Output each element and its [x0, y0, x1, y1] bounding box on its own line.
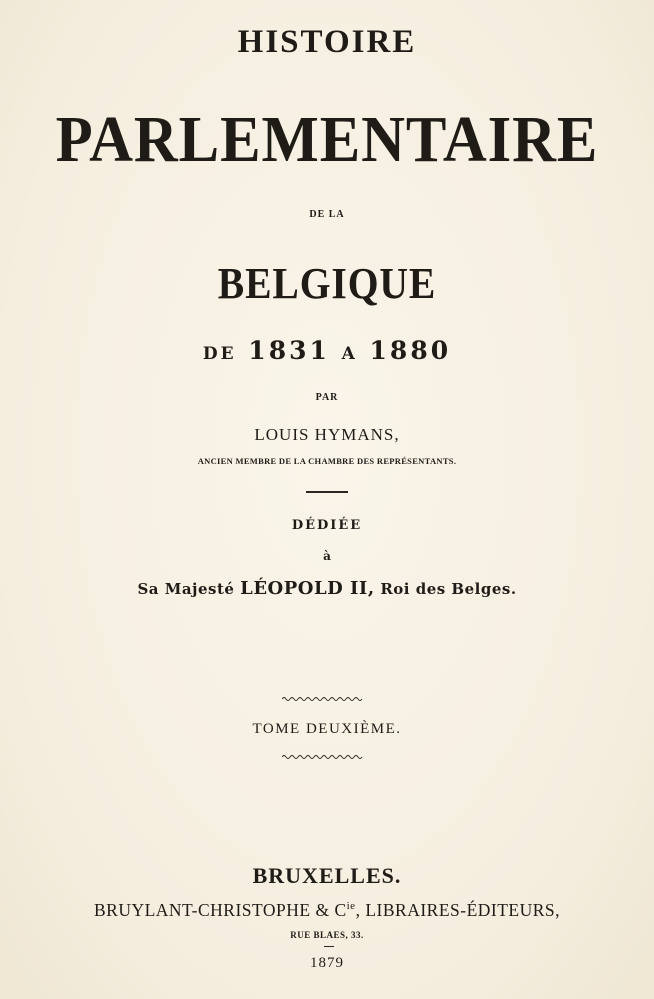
title-line-belgique: BELGIQUE [217, 259, 437, 308]
imprint-address: RUE BLAES, 33. [290, 930, 364, 940]
dedication-a: à [323, 549, 331, 563]
dates-start: 1831 [248, 336, 330, 365]
title-line-de-la: DE LA [309, 209, 345, 220]
dates-a: A [341, 344, 358, 364]
author-par: PAR [315, 392, 339, 403]
wavy-ornament-bottom [282, 754, 366, 760]
title-dates [0, 336, 654, 365]
dates-de: DE [202, 344, 237, 364]
small-rule [324, 946, 334, 947]
dedication-line [0, 578, 654, 599]
imprint-year: 1879 [310, 955, 344, 971]
title-line-histoire: HISTOIRE [237, 24, 417, 60]
imprint-publisher [0, 900, 654, 921]
imprint-city: BRUXELLES. [252, 863, 402, 888]
dedication-label: DÉDIÉE [291, 518, 363, 533]
title-line-parlementaire: PARLEMENTAIRE [55, 103, 599, 176]
publisher-sup: ie [346, 900, 356, 913]
divider-rule [306, 491, 348, 493]
volume-label: TOME DEUXIÈME. [252, 721, 402, 737]
wavy-ornament-top [282, 696, 366, 702]
dedication-prefix: Sa Majesté [137, 580, 235, 598]
publisher-main: BRUYLANT-CHRISTOPHE & C [93, 900, 347, 920]
publisher-rest: , LIBRAIRES-ÉDITEURS, [355, 900, 561, 920]
dedication-suffix: Roi des Belges. [380, 580, 517, 598]
author-role: ANCIEN MEMBRE DE LA CHAMBRE DES REPRÉSENTANTS. [197, 456, 457, 466]
author-name: LOUIS HYMANS, [254, 425, 400, 444]
dedication-name: LÉOPOLD II, [240, 578, 375, 599]
dates-end: 1880 [369, 336, 452, 365]
